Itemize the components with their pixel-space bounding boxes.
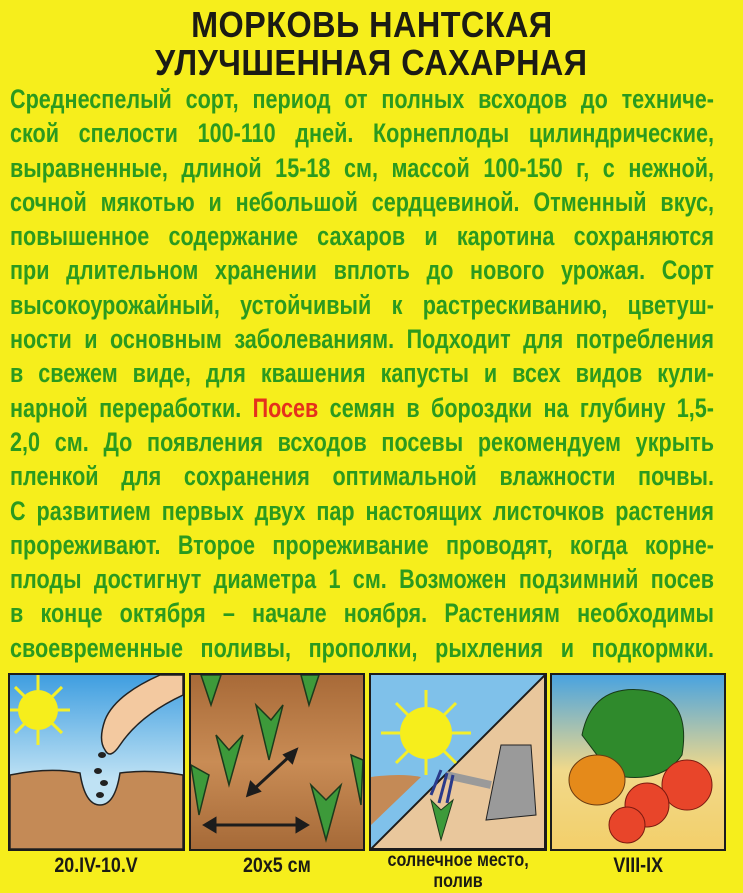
text-segment: семян в бороздки на глубину 1,5- [329,392,714,423]
description-line: прореживают. Второе прореживание проводят, когда корне- [10,529,714,560]
seedling-spacing-icon [189,673,365,851]
sowing-hand-icon [8,673,185,851]
description-line: в свежем виде, для квашения капусты и всех видов кули- [10,358,714,389]
description-line: 2,0 см. До появления всходов посевы рекомендуем укрыть [10,426,714,457]
title-line-1: МОРКОВЬ НАНТСКАЯ [190,4,553,45]
description-line: высокоурожайный, устойчивый к растрескиванию, цветуш- [10,289,714,320]
description-line: повышенное содержание сахаров и каротина сохраняются [10,221,714,252]
text-segment: нарной переработки. [10,392,242,423]
description-line: пленкой для сохранения оптимальной влажности почвы. [10,461,714,492]
description-line: Среднеспелый сорт, период от полных всходов до техниче- [10,84,714,114]
panel-caption-spacing: 20x5 см [243,854,311,877]
harvest-vegetables-icon [550,673,726,851]
panel-caption-conditions: солнечное место, полив [387,850,529,892]
sowing-line [10,391,714,425]
description-line: ности и основным заболеваниям. Подходит для потребления [10,324,714,355]
description-line: ской спелости 100-110 дней. Корнеплоды цилиндрические, [10,118,714,149]
description-line: сочной мякотью и небольшой сердцевиной. Отменный вкус, [10,186,714,217]
description-line: своевременные поливы, прополки, рыхления и подкормки. [10,632,714,663]
title-line-2: УЛУЧШЕННАЯ САХАРНАЯ [155,42,588,83]
description-line: С развитием первых двух пар настоящих листочков растения [10,495,714,526]
description-line: выравненные, длиной 15-18 см, массой 100-150 г, с нежной, [10,152,714,183]
description-line: в конце октября – начале ноября. Растениям необходимы [10,598,714,629]
description-line: плоды достигнут диаметра 1 см. Возможен подзимний посев [10,564,714,595]
panel-caption-sowing-date: 20.IV-10.V [54,854,139,877]
description-line: при длительном хранении вплоть до нового урожая. Сорт [10,255,714,286]
sowing-highlight: Посев [252,392,319,423]
panel-caption-harvest: VIII-IX [613,854,663,877]
sun-watering-can-icon [369,673,547,851]
description [10,82,743,665]
